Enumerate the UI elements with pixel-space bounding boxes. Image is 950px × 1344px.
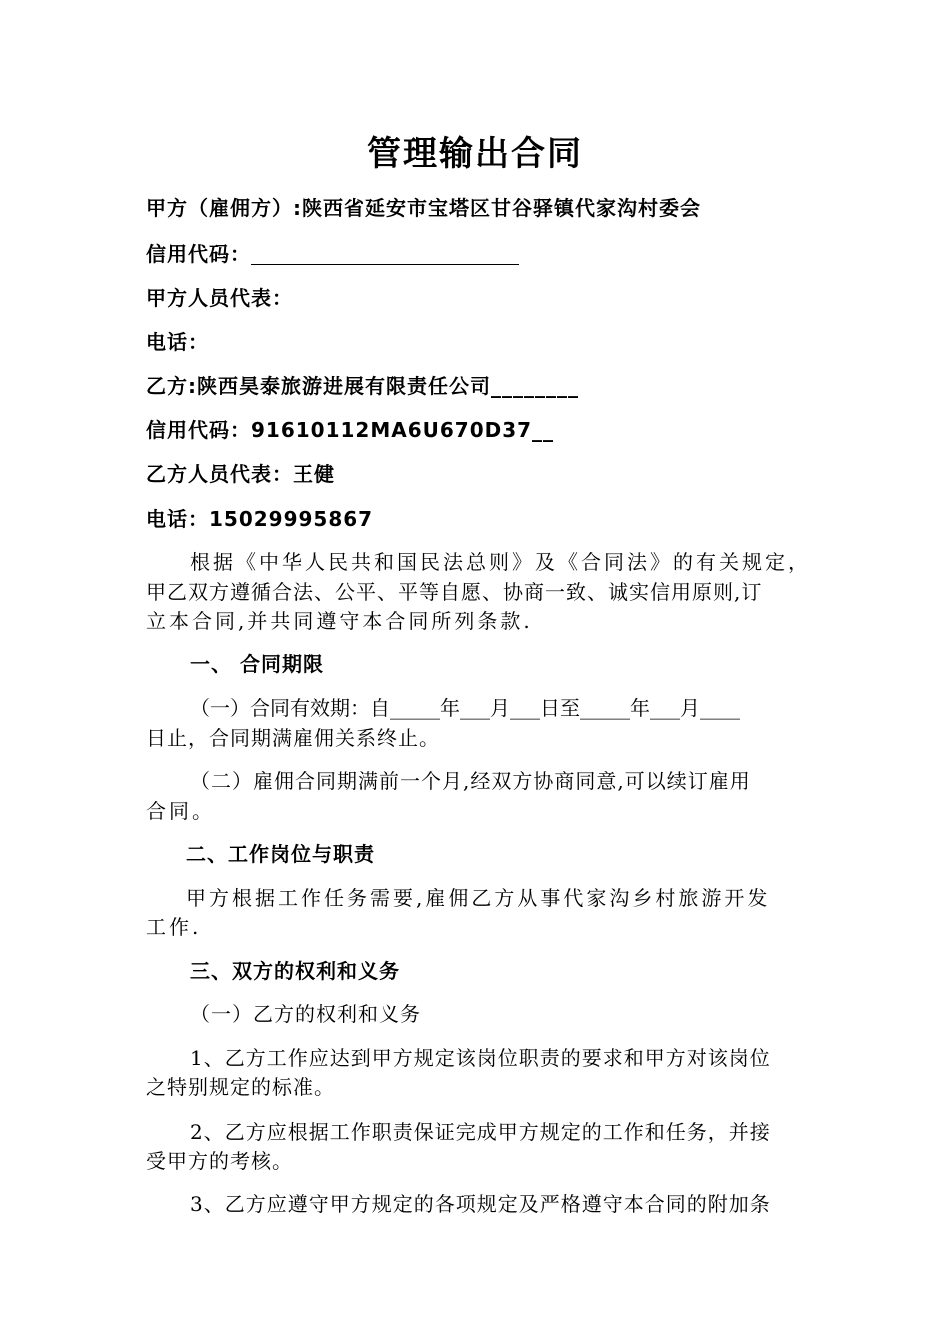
party-a-credit-label: 信用代码： (146, 242, 251, 266)
page-title: 管理输出合同 (367, 134, 583, 174)
s1-item2-line-2: 合同。 (146, 799, 215, 823)
s3-item2-line-1: 2、乙方应根据工作职责保证完成甲方规定的工作和任务，并接 (190, 1120, 771, 1144)
party-a-line: 甲方（雇佣方）:陕西省延安市宝塔区甘谷驿镇代家沟村委会 (146, 196, 701, 220)
party-b-line: 乙方:陕西昊泰旅游进展有限责任公司________ (146, 374, 579, 398)
s3-item1-line-1: 1、乙方工作应达到甲方规定该岗位职责的要求和甲方对该岗位 (190, 1046, 771, 1070)
party-a-credit-blank (251, 242, 519, 265)
intro-line-3: 立本合同,并共同遵守本合同所列条款. (146, 609, 533, 633)
section-3-heading: 三、双方的权利和义务 (190, 959, 400, 983)
party-a-phone-line: 电话： (146, 330, 209, 354)
s1-item2-line-1: （二）雇佣合同期满前一个月,经双方协商同意,可以续订雇用 (190, 769, 751, 793)
party-a-credit-line (146, 240, 519, 268)
party-b-rep-line: 乙方人员代表：王健 (146, 462, 335, 486)
s3-item1-line-2: 之特别规定的标准。 (146, 1075, 335, 1099)
s3-sub-1: （一）乙方的权利和义务 (190, 1002, 421, 1026)
party-b-phone-line: 电话：15029995867 (146, 507, 374, 531)
s2-line-2: 工作. (146, 915, 202, 939)
party-b-credit-line: 信用代码：91610112MA6U670D37__ (146, 418, 555, 442)
s1-item1-line-2: 日止，合同期满雇佣关系终止。 (146, 726, 440, 750)
s3-item3-line-1: 3、乙方应遵守甲方规定的各项规定及严格遵守本合同的附加条 (190, 1192, 771, 1216)
section-1-heading: 一、 合同期限 (190, 652, 324, 676)
s1-item1-line-1: （一）合同有效期：自_____年___月___日至_____年___月____ (190, 696, 740, 720)
party-a-rep-line: 甲方人员代表： (146, 286, 293, 310)
section-2-heading: 二、工作岗位与职责 (186, 842, 375, 866)
s2-line-1: 甲方根据工作任务需要,雇佣乙方从事代家沟乡村旅游开发 (186, 886, 771, 910)
s3-item2-line-2: 受甲方的考核。 (146, 1149, 293, 1173)
intro-line-1: 根据《中华人民共和国民法总则》及《合同法》的有关规定， (190, 550, 811, 574)
intro-line-2: 甲乙双方遵循合法、公平、平等自愿、协商一致、诚实信用原则,订 (146, 580, 763, 604)
